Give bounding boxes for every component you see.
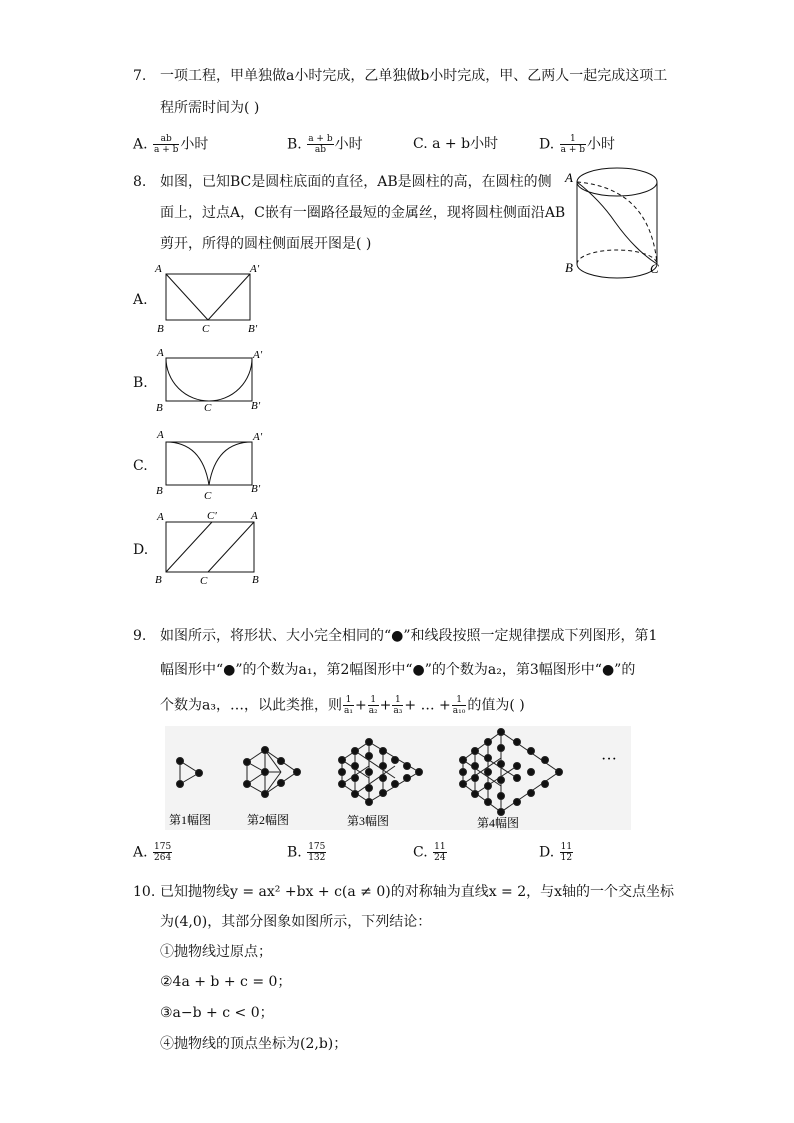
q9-sum-frac-10: $\frac{1}{\text{a₁₀}}$ bbox=[452, 695, 466, 716]
q9-fig2-caption: 第2幅图 bbox=[247, 813, 290, 827]
q8-option-d-label[interactable]: D. bbox=[133, 542, 149, 558]
q7-option-a-unit: 小时 bbox=[180, 136, 209, 153]
q8-option-d-figure bbox=[152, 506, 272, 588]
q9-option-d-fraction: $\frac{11}{12}$ bbox=[560, 842, 573, 863]
q8-stem-line1: 如图，已知BC是圆柱底面的直径，AB是圆柱的高，在圆柱的侧 bbox=[160, 174, 552, 190]
q7-option-d[interactable] bbox=[539, 134, 615, 155]
q9-stem-line1: 如图所示，将形状、大小完全相同的“●”和线段按照一定规律摆成下列图形，第1 bbox=[160, 628, 658, 644]
q9-stem-line3-start: 个数为a₃，…，以此类推，则 bbox=[160, 697, 342, 714]
q8-option-c-label[interactable]: C. bbox=[133, 458, 148, 474]
q8-option-b-label[interactable]: B. bbox=[133, 375, 148, 391]
q8-stem-line2: 面上，过点A，C嵌有一圈路径最短的金属丝，现将圆柱侧面沿AB bbox=[160, 205, 566, 221]
q7-option-b-fraction: $\frac{a + b}{ab}$ bbox=[308, 134, 333, 155]
q9-option-b[interactable] bbox=[287, 842, 327, 863]
q8-option-a-figure bbox=[152, 258, 272, 336]
q8d-pt-a: A bbox=[157, 511, 164, 523]
q8b-pt-c: C bbox=[204, 402, 212, 414]
q9-number: 9. bbox=[133, 628, 147, 644]
q8-option-b-figure bbox=[152, 342, 272, 420]
q9-sum-frac-2: $\frac{1}{\text{a₂}}$ bbox=[368, 695, 378, 716]
q9-option-d[interactable] bbox=[539, 842, 574, 863]
q7-option-b-label: B. bbox=[287, 136, 302, 153]
q8c-pt-c: C bbox=[204, 490, 212, 502]
q7-option-d-unit: 小时 bbox=[587, 136, 616, 153]
q7-stem-line1: 一项工程，甲单独做a小时完成，乙单独做b小时完成，甲、乙两人一起完成这项工 bbox=[160, 68, 668, 84]
q7-option-a-fraction: $\frac{ab}{a + b}$ bbox=[154, 134, 179, 155]
q10-conclusion-1: ①抛物线过原点； bbox=[160, 944, 272, 960]
q10-stem-line2: 为(4,0)，其部分图象如图所示，下列结论： bbox=[160, 914, 432, 930]
q9-sum-dots: + … + bbox=[404, 697, 451, 714]
q7-option-b[interactable] bbox=[287, 134, 363, 155]
q8c-pt-a: A bbox=[157, 429, 164, 441]
q8-cyl-label-b: B bbox=[565, 260, 573, 275]
q8d-pt-b: B bbox=[155, 574, 162, 586]
q9-option-c[interactable] bbox=[413, 842, 448, 863]
q8c-pt-b: B bbox=[156, 485, 163, 497]
q8d-pt-b-second: B bbox=[252, 574, 259, 586]
q7-number: 7. bbox=[133, 68, 147, 84]
q10-stem-line1: 已知抛物线y = ax² +bx + c(a ≠ 0)的对称轴为直线x = 2，与x轴的一个交点坐标 bbox=[160, 884, 675, 900]
q10-conclusion-2: ②4a + b + c = 0； bbox=[160, 974, 292, 990]
q7-option-c-text: a + b小时 bbox=[432, 136, 499, 152]
q9-option-b-label: B. bbox=[287, 844, 302, 861]
q9-fig1-caption: 第1幅图 bbox=[169, 813, 212, 827]
q9-fig4-caption: 第4幅图 bbox=[477, 816, 520, 830]
q10-conclusion-4: ④抛物线的顶点坐标为(2,b)； bbox=[160, 1036, 348, 1052]
q8a-pt-c: C bbox=[202, 323, 210, 335]
q8-cyl-label-c: C bbox=[650, 261, 659, 276]
q9-stem-line3-end: 的值为( ) bbox=[467, 697, 525, 714]
q9-fig3-caption: 第3幅图 bbox=[347, 814, 390, 828]
q9-option-c-label: C. bbox=[413, 844, 428, 861]
q7-option-d-fraction: $\frac{1}{a + b}$ bbox=[560, 134, 586, 155]
q9-stem-line3: 个数为a₃，…，以此类推，则 $\frac{1}{\text{a₁}}$ + $\frac{1}{\text{a₂}}$ + $\frac{1}{\text{a₃}}$ + … + $\frac{1}{\text{a₁₀}}$ 的值为( ) bbox=[160, 695, 525, 716]
q9-option-c-fraction: $\frac{11}{24}$ bbox=[434, 842, 446, 863]
q8b-pt-a: A bbox=[157, 347, 164, 359]
q8-option-c-figure bbox=[152, 424, 272, 504]
q7-option-a-label: A. bbox=[133, 136, 148, 153]
q9-stem-line2: 幅图形中“●”的个数为a₁，第2幅图形中“●”的个数为a₂，第3幅图形中“●”的 bbox=[160, 662, 636, 678]
q8a-pt-b: B bbox=[157, 323, 164, 335]
q8b-pt-b: B bbox=[156, 402, 163, 414]
q9-option-a-fraction: $\frac{175}{264}$ bbox=[154, 842, 172, 863]
q8d-pt-c: C bbox=[200, 575, 208, 587]
q9-ellipsis: ··· bbox=[601, 751, 617, 768]
q9-option-b-fraction: $\frac{175}{132}$ bbox=[308, 842, 326, 863]
q9-option-a[interactable] bbox=[133, 842, 173, 863]
q8a-pt-a-prime: A′ bbox=[250, 263, 260, 275]
q7-option-c-label: C. bbox=[413, 136, 428, 152]
q8-stem-line3: 剪开，所得的圆柱侧面展开图是( ) bbox=[160, 236, 372, 252]
q8-cylinder-figure bbox=[560, 160, 670, 285]
q9-sum-frac-3: $\frac{1}{\text{a₃}}$ bbox=[393, 695, 403, 716]
q8d-pt-a-second: A bbox=[251, 510, 258, 522]
q7-option-d-label: D. bbox=[539, 136, 555, 153]
q8-number: 8. bbox=[133, 174, 147, 190]
q8c-pt-b-prime: B′ bbox=[251, 483, 261, 495]
q8d-pt-c-prime: C′ bbox=[207, 510, 217, 522]
q8b-pt-a-prime: A′ bbox=[253, 349, 263, 361]
q7-stem-line2: 程所需时间为( ) bbox=[160, 100, 260, 116]
q8b-pt-b-prime: B′ bbox=[251, 400, 261, 412]
q7-option-a[interactable] bbox=[133, 134, 208, 155]
q8a-pt-a: A bbox=[155, 263, 162, 275]
q10-number: 10. bbox=[133, 884, 156, 900]
q9-option-a-label: A. bbox=[133, 844, 148, 861]
q9-option-d-label: D. bbox=[539, 844, 555, 861]
q7-option-b-unit: 小时 bbox=[334, 136, 363, 153]
q7-option-c[interactable] bbox=[413, 134, 498, 154]
q8a-pt-b-prime: B′ bbox=[248, 323, 258, 335]
q8-cyl-label-a: A bbox=[565, 170, 573, 185]
q9-dot-pattern-figure bbox=[165, 726, 631, 830]
q10-conclusion-3: ③a−b + c < 0； bbox=[160, 1005, 274, 1021]
q9-sum-frac-1: $\frac{1}{\text{a₁}}$ bbox=[343, 695, 353, 716]
q8c-pt-a-prime: A′ bbox=[253, 431, 263, 443]
q8-option-a-label[interactable]: A. bbox=[133, 292, 148, 308]
